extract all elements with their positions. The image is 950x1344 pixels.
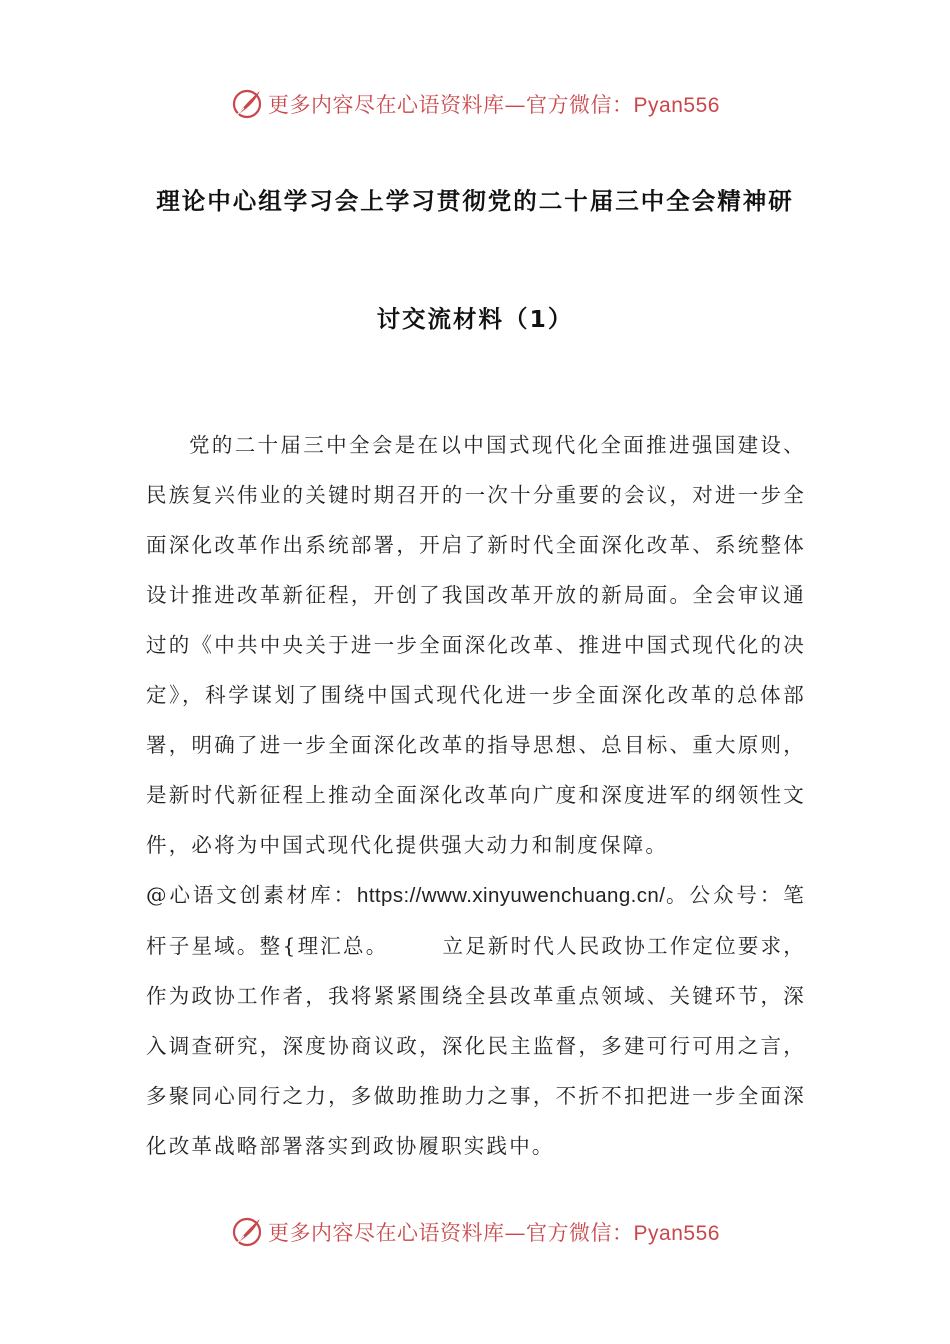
header-watermark: [0, 84, 950, 124]
footer-watermark: [0, 1212, 950, 1252]
source-prefix: @心语文创素材库：: [146, 883, 358, 907]
watermark-sub: 官方微信：: [526, 1221, 634, 1245]
quill-pen-logo-icon: [230, 1215, 264, 1249]
body-paragraph-2: [146, 870, 806, 1171]
watermark-main: 更多内容尽在心语资料库: [268, 1221, 505, 1245]
watermark-sub: 官方微信：: [526, 93, 634, 117]
watermark-text: [268, 89, 720, 119]
watermark-main: 更多内容尽在心语资料库: [268, 93, 505, 117]
body-paragraph-2-text: 立足新时代人民政协工作定位要求，作为政协工作者，我将紧紧围绕全县改革重点领域、关键环节，深入调查研究，深度协商议政，深化民主监督，多建可行可用之言，多聚同心同行之力，多做助推助力之事，不折不扣把进一步全面深化改革战略部署落实到政协履职实践中。: [146, 934, 806, 1158]
body-paragraph-1: 党的二十届三中全会是在以中国式现代化全面推进强国建设、民族复兴伟业的关键时期召开的一次十分重要的会议，对进一步全面深化改革作出系统部署，开启了新时代全面深化改革、系统整体设计推进改革新征程，开创了我国改革开放的新局面。全会审议通过的《中共中央关于进一步全面深化改革、推进中国式现代化的决定》，科学谋划了围绕中国式现代化进一步全面深化改革的总体部署，明确了进一步全面深化改革的指导思想、总目标、重大原则，是新时代新征程上推动全面深化改革向广度和深度进军的纲领性文件，必将为中国式现代化提供强大动力和制度保障。: [146, 433, 806, 857]
document-title-line-1: 理论中心组学习会上学习贯彻党的二十届三中全会精神研: [156, 187, 794, 215]
document-body: [146, 420, 806, 1171]
quill-pen-logo-icon: [230, 87, 264, 121]
watermark-id: Pyan556: [633, 94, 720, 117]
document-title-line-2: 讨交流材料（1）: [376, 305, 574, 333]
watermark-dash: —: [504, 93, 527, 117]
watermark-dash: —: [504, 1221, 527, 1245]
watermark-id: Pyan556: [633, 1222, 720, 1245]
watermark-text: [268, 1217, 720, 1247]
source-url-link[interactable]: https://www.xinyuwenchuang.cn/: [357, 884, 666, 907]
source-middle: 。公众号：笔杆子星域。整{理汇总。: [146, 883, 806, 958]
